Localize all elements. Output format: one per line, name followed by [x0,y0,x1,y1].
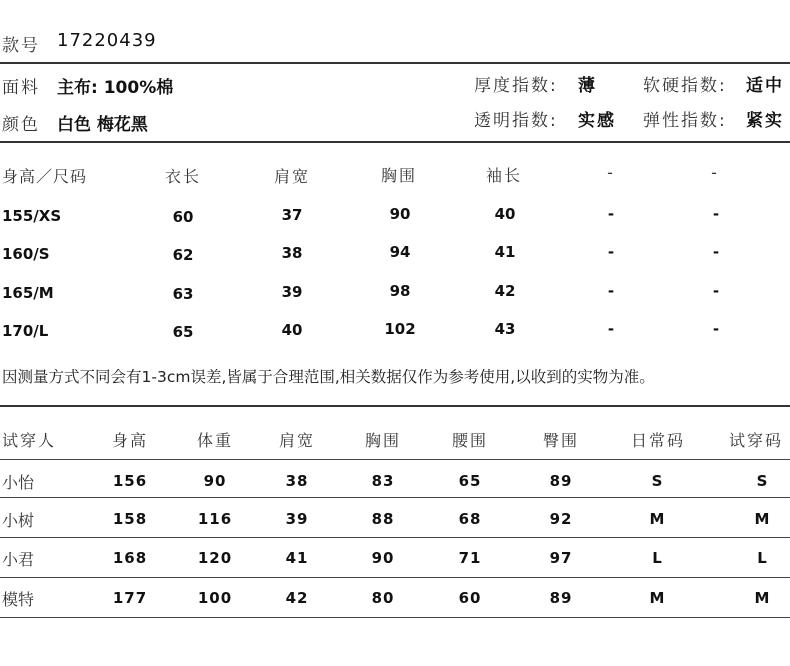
weight-cell: 100 [197,589,233,607]
table-row [0,283,790,321]
trial-size-cell: M [754,510,770,528]
model-divider [0,577,790,578]
height-cell: 177 [112,589,148,607]
divider-model-top [0,405,790,407]
daily-size-cell: L [652,549,662,567]
hip-cell: 89 [549,589,573,607]
size-header-extra-2: - [711,163,719,182]
sleeve-cell: 42 [494,282,516,300]
extra-cell-2: - [712,243,720,261]
model-divider-bottom [0,617,790,618]
size-header-shoulder: 肩宽 [273,167,310,186]
weight-cell: 116 [197,510,233,528]
table-row [0,205,790,243]
height-cell: 158 [112,510,148,528]
waist-cell: 68 [458,510,482,528]
model-table-header [0,424,790,462]
style-no-value: 17220439 [57,30,157,51]
measurement-note: 因测量方式不同会有1-3cm误差,皆属于合理范围,相关数据仅作为参考使用,以收到的实物为准。 [2,368,655,386]
model-name-cell: 小树 [2,511,35,530]
table-row [0,321,790,359]
elasticity-value: 紧实 [746,111,784,131]
size-cell: 155/XS [2,207,62,225]
waist-cell: 65 [458,472,482,490]
divider-top [0,62,790,64]
daily-size-cell: M [649,510,665,528]
model-header-chest: 胸围 [364,431,401,450]
model-header-weight: 体重 [196,431,233,450]
size-header-height: 身高／尺码 [2,167,88,186]
trial-size-cell: M [754,589,770,607]
model-header-hip: 臀围 [542,431,579,450]
shoulder-cell: 38 [285,472,309,490]
weight-cell: 90 [203,472,227,490]
table-row [0,506,790,544]
sleeve-cell: 41 [494,243,516,261]
sleeve-cell: 43 [494,320,516,338]
model-name-cell: 模特 [2,590,35,609]
table-row [0,244,790,282]
size-header-sleeve: 袖长 [485,166,522,185]
extra-cell-1: - [607,282,615,300]
thickness-label: 厚度指数: [474,76,558,96]
length-cell: 63 [172,285,194,303]
hip-cell: 97 [549,549,573,567]
chest-cell: 80 [371,589,395,607]
transparency-value: 实感 [578,111,616,131]
shoulder-cell: 42 [285,589,309,607]
trial-size-cell: L [757,549,767,567]
sleeve-cell: 40 [494,205,516,223]
waist-cell: 60 [458,589,482,607]
extra-cell-2: - [712,320,720,338]
model-header-name: 试穿人 [2,431,57,450]
waist-cell: 71 [458,549,482,567]
chest-cell: 90 [389,205,411,223]
length-cell: 65 [172,323,194,341]
size-header-extra-1: - [607,163,615,182]
model-header-shoulder: 肩宽 [278,431,315,450]
model-header-waist: 腰围 [451,431,488,450]
size-table-header [0,160,790,198]
height-cell: 156 [112,472,148,490]
model-divider [0,497,790,498]
model-divider [0,459,790,460]
shoulder-cell: 39 [285,510,309,528]
hip-cell: 89 [549,472,573,490]
height-cell: 168 [112,549,148,567]
trial-size-cell: S [756,472,768,490]
style-no-label: 款号 [2,36,40,56]
shoulder-cell: 41 [285,549,309,567]
chest-cell: 90 [371,549,395,567]
table-row [0,468,790,506]
size-cell: 170/L [2,322,49,340]
color-value: 白色 梅花黑 [57,115,148,135]
size-header-chest: 胸围 [380,166,417,185]
thickness-value: 薄 [578,76,595,96]
divider-size-top [0,141,790,143]
chest-cell: 94 [389,243,411,261]
extra-cell-2: - [712,205,720,223]
extra-cell-2: - [712,282,720,300]
weight-cell: 120 [197,549,233,567]
shoulder-cell: 38 [281,244,303,262]
transparency-label: 透明指数: [474,111,558,131]
model-divider [0,537,790,538]
color-label: 颜色 [2,115,40,135]
chest-cell: 88 [371,510,395,528]
extra-cell-1: - [607,205,615,223]
size-cell: 165/M [2,284,54,302]
extra-cell-1: - [607,320,615,338]
chest-cell: 83 [371,472,395,490]
softness-label: 软硬指数: [643,76,727,96]
model-header-daily-size: 日常码 [630,431,685,450]
shoulder-cell: 37 [281,206,303,224]
hip-cell: 92 [549,510,573,528]
softness-value: 适中 [746,76,784,96]
length-cell: 62 [172,246,194,264]
daily-size-cell: M [649,589,665,607]
model-header-height: 身高 [111,431,148,450]
model-name-cell: 小君 [2,550,35,569]
size-header-length: 衣长 [164,167,201,186]
shoulder-cell: 40 [281,321,303,339]
daily-size-cell: S [651,472,663,490]
length-cell: 60 [172,208,194,226]
fabric-label: 面料 [2,78,40,98]
chest-cell: 98 [389,282,411,300]
fabric-value: 主布: 100%棉 [57,78,174,98]
size-cell: 160/S [2,245,50,263]
elasticity-label: 弹性指数: [643,111,727,131]
model-name-cell: 小怡 [2,473,35,492]
chest-cell: 102 [384,320,416,338]
shoulder-cell: 39 [281,283,303,301]
extra-cell-1: - [607,243,615,261]
model-header-trial-size: 试穿码 [728,431,783,450]
